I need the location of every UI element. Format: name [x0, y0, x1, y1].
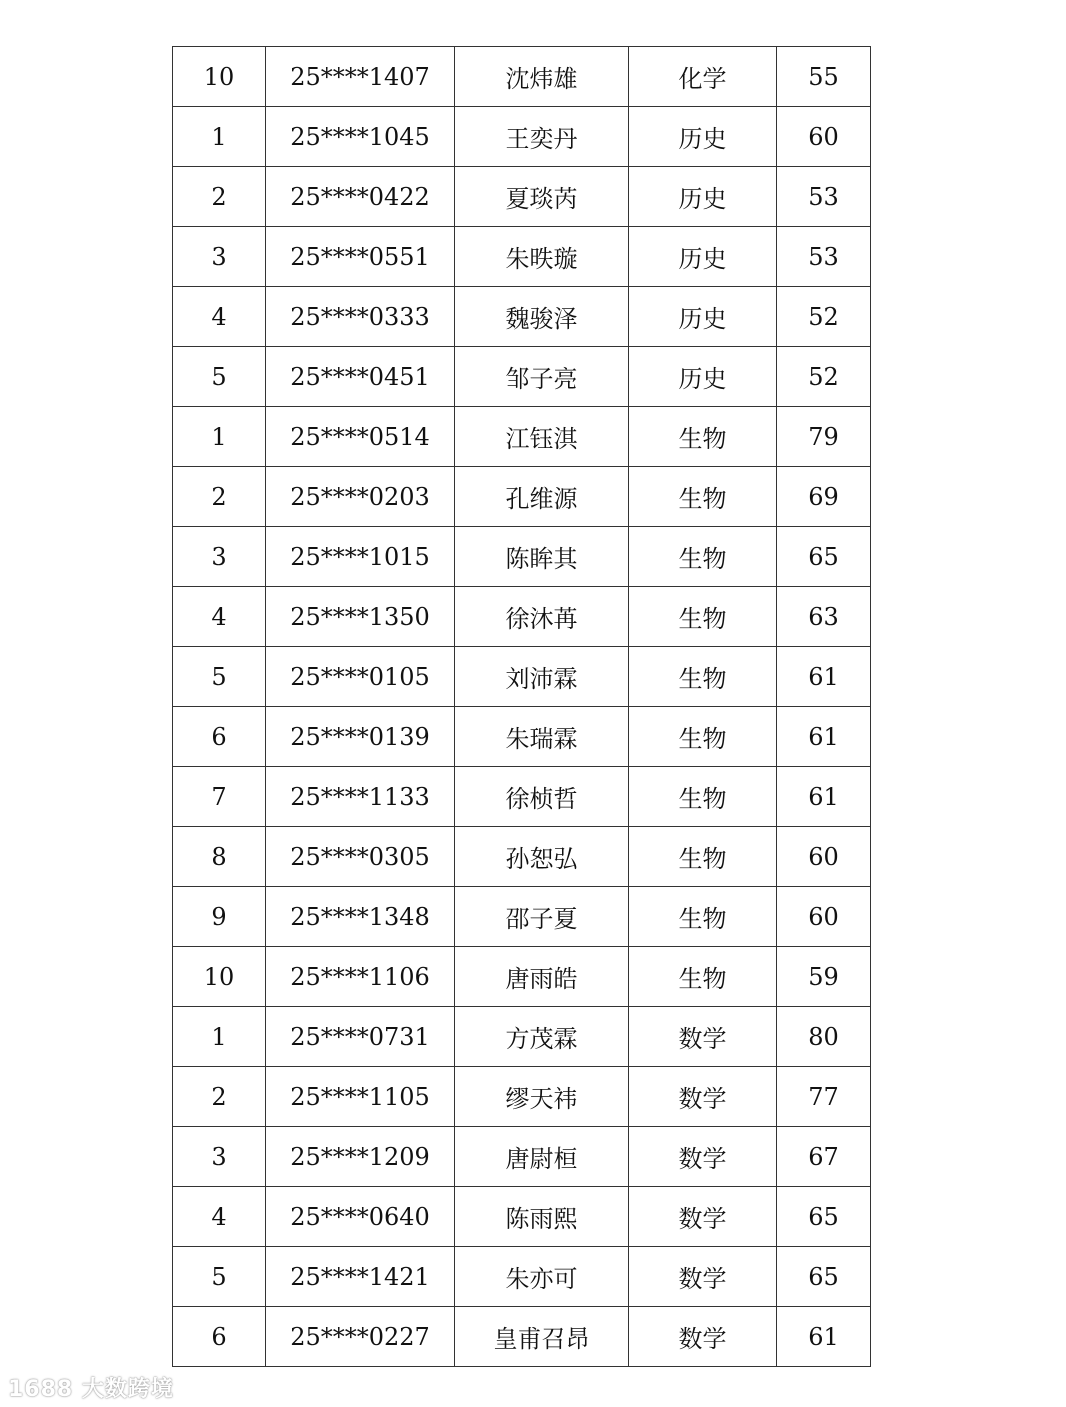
student-id-cell: 25****0640 [266, 1187, 455, 1247]
table-row [173, 887, 871, 947]
score-cell: 52 [777, 347, 871, 407]
rank-cell: 1 [173, 107, 266, 167]
student-id-cell: 25****0139 [266, 707, 455, 767]
score-cell: 53 [777, 227, 871, 287]
score-cell: 65 [777, 1247, 871, 1307]
rank-cell: 2 [173, 1067, 266, 1127]
subject-cell: 历史 [629, 287, 777, 347]
subject-cell: 数学 [629, 1247, 777, 1307]
subject-cell: 数学 [629, 1127, 777, 1187]
rank-cell: 5 [173, 347, 266, 407]
score-cell: 55 [777, 47, 871, 107]
subject-cell: 生物 [629, 887, 777, 947]
name-cell: 徐桢哲 [455, 767, 629, 827]
subject-cell: 生物 [629, 947, 777, 1007]
rank-cell: 2 [173, 467, 266, 527]
student-id-cell: 25****0551 [266, 227, 455, 287]
rank-cell: 3 [173, 227, 266, 287]
rank-cell: 6 [173, 1307, 266, 1367]
score-cell: 77 [777, 1067, 871, 1127]
student-id-cell: 25****1106 [266, 947, 455, 1007]
score-cell: 65 [777, 527, 871, 587]
table-row [173, 767, 871, 827]
table-row [173, 827, 871, 887]
rank-cell: 7 [173, 767, 266, 827]
student-id-cell: 25****0731 [266, 1007, 455, 1067]
subject-cell: 历史 [629, 107, 777, 167]
name-cell: 魏骏泽 [455, 287, 629, 347]
name-cell: 方茂霖 [455, 1007, 629, 1067]
table-row [173, 107, 871, 167]
subject-cell: 化学 [629, 47, 777, 107]
rank-cell: 3 [173, 527, 266, 587]
subject-cell: 数学 [629, 1307, 777, 1367]
table-row [173, 287, 871, 347]
score-cell: 63 [777, 587, 871, 647]
rank-cell: 9 [173, 887, 266, 947]
student-id-cell: 25****1348 [266, 887, 455, 947]
subject-cell: 生物 [629, 767, 777, 827]
student-id-cell: 25****1105 [266, 1067, 455, 1127]
name-cell: 刘沛霖 [455, 647, 629, 707]
student-id-cell: 25****0451 [266, 347, 455, 407]
score-cell: 65 [777, 1187, 871, 1247]
subject-cell: 历史 [629, 227, 777, 287]
rank-cell: 6 [173, 707, 266, 767]
rank-cell: 4 [173, 1187, 266, 1247]
table-row [173, 647, 871, 707]
name-cell: 陈眸其 [455, 527, 629, 587]
score-cell: 61 [777, 767, 871, 827]
student-id-cell: 25****1407 [266, 47, 455, 107]
rank-cell: 5 [173, 1247, 266, 1307]
subject-cell: 生物 [629, 587, 777, 647]
student-id-cell: 25****0105 [266, 647, 455, 707]
score-cell: 61 [777, 647, 871, 707]
watermark-logo: 1688 大数跨境 [8, 1377, 174, 1402]
rank-cell: 10 [173, 47, 266, 107]
rank-cell: 5 [173, 647, 266, 707]
student-id-cell: 25****1209 [266, 1127, 455, 1187]
table-row [173, 1067, 871, 1127]
table-row [173, 1247, 871, 1307]
table-row [173, 587, 871, 647]
score-cell: 61 [777, 1307, 871, 1367]
rank-cell: 4 [173, 287, 266, 347]
name-cell: 唐尉桓 [455, 1127, 629, 1187]
score-cell: 60 [777, 887, 871, 947]
rank-cell: 2 [173, 167, 266, 227]
subject-cell: 生物 [629, 407, 777, 467]
table-row [173, 47, 871, 107]
student-id-cell: 25****0203 [266, 467, 455, 527]
score-cell: 61 [777, 707, 871, 767]
name-cell: 徐沐苒 [455, 587, 629, 647]
score-cell: 60 [777, 827, 871, 887]
table-row [173, 347, 871, 407]
student-id-cell: 25****1421 [266, 1247, 455, 1307]
score-cell: 52 [777, 287, 871, 347]
student-id-cell: 25****1133 [266, 767, 455, 827]
name-cell: 朱瑞霖 [455, 707, 629, 767]
student-id-cell: 25****0514 [266, 407, 455, 467]
name-cell: 缪天祎 [455, 1067, 629, 1127]
table-row [173, 407, 871, 467]
student-id-cell: 25****0333 [266, 287, 455, 347]
name-cell: 陈雨熙 [455, 1187, 629, 1247]
name-cell: 江钰淇 [455, 407, 629, 467]
name-cell: 皇甫召昂 [455, 1307, 629, 1367]
name-cell: 唐雨皓 [455, 947, 629, 1007]
subject-cell: 历史 [629, 347, 777, 407]
subject-cell: 生物 [629, 827, 777, 887]
subject-cell: 生物 [629, 467, 777, 527]
name-cell: 王奕丹 [455, 107, 629, 167]
rank-cell: 4 [173, 587, 266, 647]
score-table [172, 46, 871, 1367]
student-id-cell: 25****1350 [266, 587, 455, 647]
name-cell: 邵子夏 [455, 887, 629, 947]
name-cell: 邹子亮 [455, 347, 629, 407]
student-id-cell: 25****0227 [266, 1307, 455, 1367]
score-cell: 80 [777, 1007, 871, 1067]
table-row [173, 467, 871, 527]
student-id-cell: 25****0305 [266, 827, 455, 887]
table-row [173, 227, 871, 287]
rank-cell: 10 [173, 947, 266, 1007]
score-cell: 60 [777, 107, 871, 167]
score-table-body [173, 47, 871, 1367]
table-row [173, 527, 871, 587]
score-cell: 67 [777, 1127, 871, 1187]
rank-cell: 1 [173, 407, 266, 467]
name-cell: 孙恕弘 [455, 827, 629, 887]
subject-cell: 数学 [629, 1187, 777, 1247]
score-cell: 53 [777, 167, 871, 227]
score-cell: 79 [777, 407, 871, 467]
subject-cell: 数学 [629, 1067, 777, 1127]
rank-cell: 8 [173, 827, 266, 887]
table-row [173, 1307, 871, 1367]
table-row [173, 1127, 871, 1187]
name-cell: 朱昳璇 [455, 227, 629, 287]
score-cell: 59 [777, 947, 871, 1007]
subject-cell: 生物 [629, 707, 777, 767]
subject-cell: 生物 [629, 527, 777, 587]
subject-cell: 生物 [629, 647, 777, 707]
subject-cell: 数学 [629, 1007, 777, 1067]
table-row [173, 167, 871, 227]
rank-cell: 3 [173, 1127, 266, 1187]
subject-cell: 历史 [629, 167, 777, 227]
name-cell: 夏琰芮 [455, 167, 629, 227]
table-row [173, 1187, 871, 1247]
student-id-cell: 25****0422 [266, 167, 455, 227]
score-cell: 69 [777, 467, 871, 527]
name-cell: 沈炜雄 [455, 47, 629, 107]
table-row [173, 947, 871, 1007]
student-id-cell: 25****1015 [266, 527, 455, 587]
table-row [173, 707, 871, 767]
table-row [173, 1007, 871, 1067]
student-id-cell: 25****1045 [266, 107, 455, 167]
rank-cell: 1 [173, 1007, 266, 1067]
name-cell: 朱亦可 [455, 1247, 629, 1307]
name-cell: 孔维源 [455, 467, 629, 527]
